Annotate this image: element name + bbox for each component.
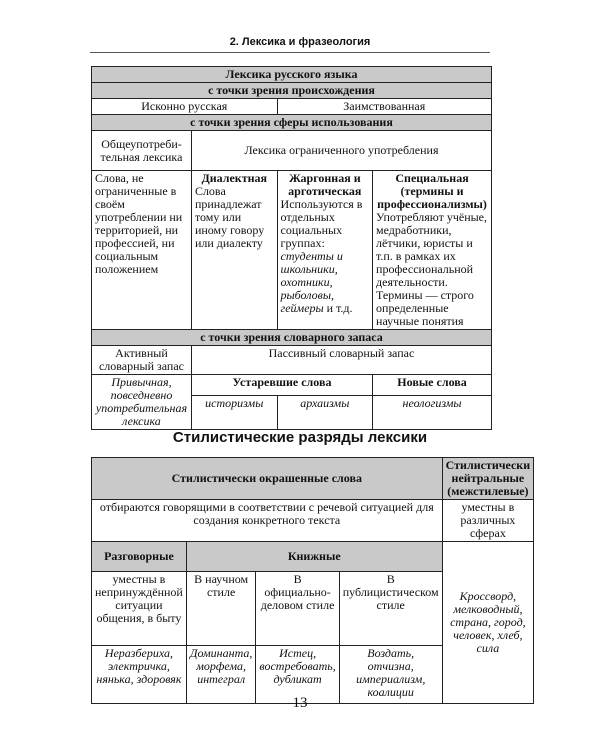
active-desc: Привычная, повседневно употребительная лексика (92, 375, 192, 430)
journalistic-cell: В публицистическом стиле (339, 572, 442, 646)
colloquial-examples: Неразбериха, электричка, нянька, здоровяк (92, 646, 187, 704)
lexicon-table (91, 66, 492, 430)
stylistic-table (91, 457, 534, 704)
native-cell: Исконно русская (92, 99, 278, 115)
archaisms-cell: архаизмы (277, 396, 373, 430)
scientific-cell: В научном стиле (186, 572, 256, 646)
colloquial-desc: уместны в непринуждённой ситуации общения, в быту (92, 572, 187, 646)
dialect-desc: Слова принадлежат тому или иному говору или диалекту (194, 184, 265, 250)
journalistic-examples: Воздать, отчизна, империализм, коалиции (339, 646, 442, 704)
historisms-cell: историзмы (191, 396, 277, 430)
table-title: Лексика русского языка (92, 67, 492, 83)
jargon-desc: Используются в отдельных социальных группах: студенты и школьники, охотники, рыболовы, геймеры и т.д. (280, 197, 363, 315)
special-title: Специальная (термины и профессионализмы) (377, 171, 487, 211)
jargon-title: Жаргонная и арготическая (288, 171, 362, 198)
page-number: 13 (292, 695, 308, 711)
active-cell: Активный словарный запас (92, 346, 192, 375)
sphere-header: с точки зрения сферы использования (92, 115, 492, 131)
dialect-cell (191, 171, 277, 330)
official-cell: В официально-деловом стиле (256, 572, 339, 646)
jargon-examples: студенты и школьники, охотники, рыболовы, геймеры (280, 249, 343, 315)
origin-header: с точки зрения происхождения (92, 83, 492, 99)
limited-cell: Лексика ограниченного употребления (191, 131, 491, 171)
neutral-desc: уместны в различных сферах (442, 500, 534, 542)
neutral-header: Стилистически нейтральные (межстилевые) (442, 458, 534, 500)
section-title: Стилистические разряды лексики (172, 429, 428, 446)
colored-header: Стилистически окрашенные слова (92, 458, 443, 500)
running-header: 2. Лексика и фразеология (229, 36, 371, 48)
dialect-title: Диалектная (201, 171, 268, 185)
scientific-examples: Доминанта, морфема, интеграл (186, 646, 256, 704)
jargon-cell (277, 171, 373, 330)
new-words-cell: Новые слова (373, 375, 492, 396)
special-desc: Употребляют учёные, медработники, лётчики, юристы и т.п. в рамках их профессиональной деятельности. Термины — строго определенные научные понятия (376, 210, 488, 328)
passive-cell: Пассивный словарный запас (191, 346, 491, 375)
bookish-header: Книжные (186, 542, 442, 572)
borrowed-cell: Заимствованная (277, 99, 491, 115)
neutral-examples: Кроссворд, мелководный, страна, город, человек, хлеб, сила (442, 542, 534, 704)
special-cell (373, 171, 492, 330)
official-examples: Истец, востребовать, дубликат (256, 646, 339, 704)
colored-desc: отбираются говорящими в соответствии с речевой ситуацией для создания конкретного текста (92, 500, 443, 542)
common-desc: Слова, не ограниченные в своём употреблении ни территорией, ни профессией, ни социальным положением (92, 171, 192, 330)
colloquial-header: Разговорные (92, 542, 187, 572)
vocab-header: с точки зрения словарного запаса (92, 330, 492, 346)
header-rule (90, 52, 490, 53)
common-cell: Общеупотребительная лексика (92, 131, 192, 171)
obsolete-cell: Устаревшие слова (191, 375, 372, 396)
neologisms-cell: неологизмы (373, 396, 492, 430)
